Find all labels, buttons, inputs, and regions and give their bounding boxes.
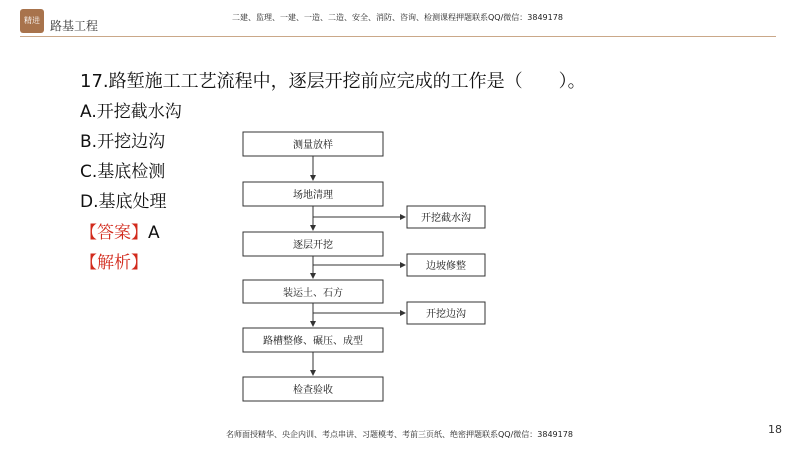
svg-text:开挖边沟: 开挖边沟 (426, 309, 466, 320)
logo: 精进 (20, 9, 44, 33)
svg-text:装运土、石方: 装运土、石方 (283, 288, 343, 299)
option-b: B.开挖边沟 (80, 132, 166, 152)
section-title: 路基工程 (50, 19, 99, 33)
svg-text:开挖截水沟: 开挖截水沟 (421, 213, 471, 224)
flow-step-site-clearing (243, 182, 383, 206)
footer-notice: 名师面授精华、央企内训、考点串讲、习题模考、考前三页纸、绝密押题联系QQ/微信：3849178 (226, 430, 573, 439)
page-number: 18 (768, 423, 782, 436)
analysis-label: 【解析】 (80, 253, 148, 273)
flow-step-transport (243, 280, 383, 303)
top-notice: 二建、监理、一建、一造、二造、安全、消防、咨询、检测课程押题联系QQ/微信：3849178 (232, 13, 563, 22)
svg-text:场地清理: 场地清理 (293, 190, 333, 201)
svg-text:测量放样: 测量放样 (293, 140, 333, 151)
svg-text:边坡修整: 边坡修整 (426, 261, 466, 272)
flow-step-inspection (243, 377, 383, 401)
flow-step-trench-finishing (243, 328, 383, 352)
flow-side-slope-trimming (407, 254, 485, 276)
question-text: 17.路堑施工工艺流程中，逐层开挖前应完成的工作是（ ）。 (80, 71, 586, 92)
flow-step-survey (243, 132, 383, 156)
flow-side-side-ditch (407, 302, 485, 324)
answer-value: A (148, 223, 160, 243)
flow-side-intercepting-ditch (407, 206, 485, 228)
option-a: A.开挖截水沟 (80, 102, 182, 122)
option-c: C.基底检测 (80, 162, 166, 182)
svg-text:路槽整修、碾压、成型: 路槽整修、碾压、成型 (263, 336, 363, 347)
svg-text:逐层开挖: 逐层开挖 (293, 240, 333, 251)
svg-text:检查验收: 检查验收 (293, 385, 333, 396)
answer-label: 【答案】 (80, 223, 148, 243)
flow-step-layered-excavation (243, 232, 383, 256)
option-d: D.基底处理 (80, 192, 167, 212)
